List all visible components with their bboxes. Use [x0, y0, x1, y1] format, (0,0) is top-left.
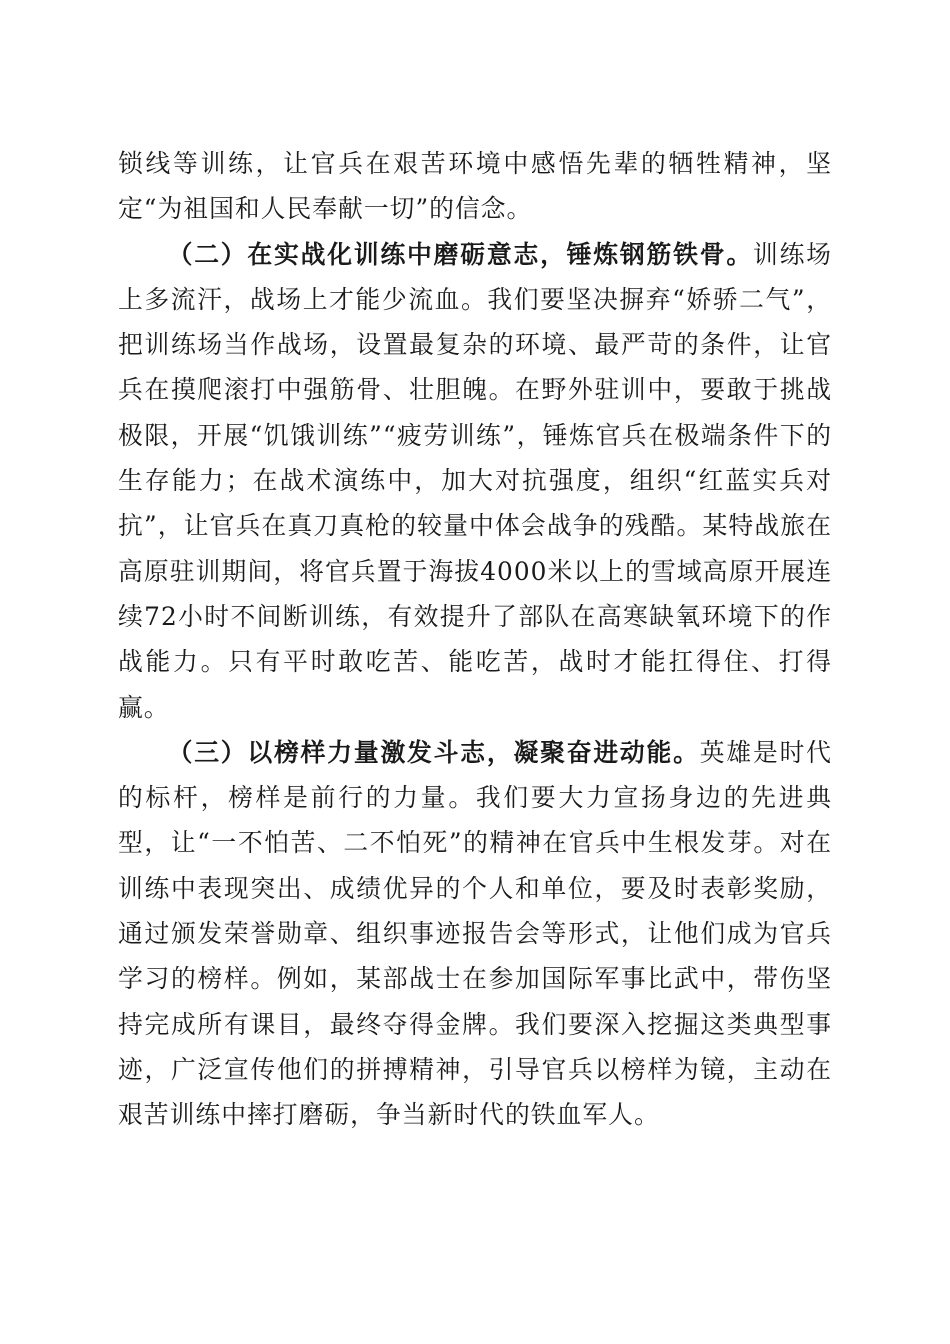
paragraph-body: 英雄是时代的标杆，榜样是前行的力量。我们要大力宣扬身边的先进典型，让“一不怕苦、二不怕死”的精神在官兵中生根发芽。对在训练中表现突出、成绩优异的个人和单位，要及时表彰奖励，通过颁发荣誉勋章、组织事迹报告会等形式，让他们成为官兵学习的榜样。例如，某部战士在参加国际军事比武中，带伤坚持完成所有课目，最终夺得金牌。我们要深入挖掘这类典型事迹，广泛宣传他们的拼搏精神，引导官兵以榜样为镜，主动在艰苦训练中摔打磨砺，争当新时代的铁血军人。	[118, 737, 832, 1130]
paragraph-section-three	[118, 730, 832, 1138]
paragraph-continuation	[118, 141, 832, 232]
paragraph-section-two	[118, 232, 832, 730]
paragraph-body: 训练场上多流汗，战场上才能少流血。我们要坚决摒弃“娇骄二气”，把训练场当作战场，设置最复杂的环境、最严苛的条件，让官兵在摸爬滚打中强筋骨、壮胆魄。在野外驻训中，要敢于挑战极限，开展“饥饿训练”“疲劳训练”，锤炼官兵在极端条件下的生存能力；在战术演练中，加大对抗强度，组织“红蓝实兵对抗”，让官兵在真刀真枪的较量中体会战争的残酷。某特战旅在高原驻训期间，将官兵置于海拔4000米以上的雪域高原开展连续72小时不间断训练，有效提升了部队在高寒缺氧环境下的作战能力。只有平时敢吃苦、能吃苦，战时才能扛得住、打得赢。	[118, 239, 832, 722]
document-page	[118, 141, 832, 1138]
paragraph-body: 锁线等训练，让官兵在艰苦环境中感悟先辈的牺牲精神，坚定“为祖国和人民奉献一切”的信念。	[118, 149, 832, 224]
section-heading: （三）以榜样力量激发斗志，凝聚奋进动能。	[167, 737, 700, 767]
section-heading: （二）在实战化训练中磨砺意志，锤炼钢筋铁骨。	[167, 239, 753, 269]
